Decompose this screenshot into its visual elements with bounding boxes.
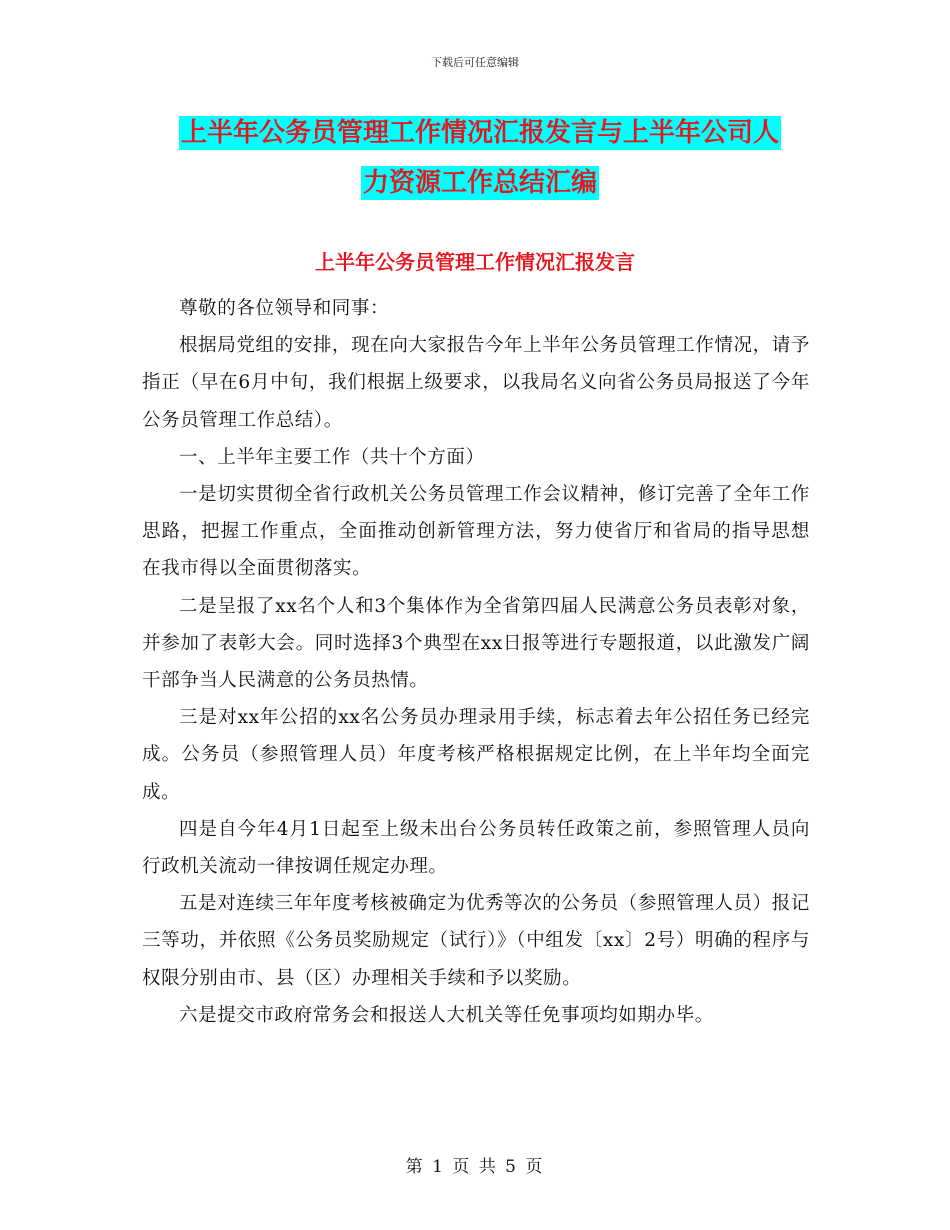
paragraph: 四是自今年4月1日起至上级未出台公务员转任政策之前，参照管理人员向行政机关流动一律按调任规定办理。: [142, 818, 810, 878]
header-note: 下载后可任意编辑: [431, 56, 519, 69]
document-title: [140, 108, 820, 208]
paragraph: 三是对xx年公招的xx名公务员办理录用手续，标志着去年公招任务已经完成。公务员（参照管理人员）年度考核严格根据规定比例，在上半年均全面完成。: [142, 707, 810, 803]
title-line-2: 力资源工作总结汇编: [362, 168, 597, 198]
section-title: 上半年公务员管理工作情况汇报发言: [315, 250, 635, 274]
body-text: [142, 290, 810, 1034]
paragraph: 二是呈报了xx名个人和3个集体作为全省第四届人民满意公务员表彰对象，并参加了表彰大会。同时选择3个典型在xx日报等进行专题报道，以此激发广阔干部争当人民满意的公务员热情。: [142, 595, 810, 692]
paragraph: 根据局党组的安排，现在向大家报告今年上半年公务员管理工作情况，请予指正（早在6月中旬，我们根据上级要求，以我局名义向省公务员局报送了今年公务员管理工作总结）。: [142, 335, 810, 431]
paragraph: 六是提交市政府常务会和报送人大机关等任免事项均如期办毕。: [179, 1004, 714, 1026]
paragraph: 五是对连续三年年度考核被确定为优秀等次的公务员（参照管理人员）报记三等功，并依照《公务员奖励规定（试行）》（中组发〔xx〕2号）明确的程序与权限分别由市、县（区）办理相关手续和予以奖励。: [142, 893, 810, 989]
paragraph: 一是切实贯彻全省行政机关公务员管理工作会议精神，修订完善了全年工作思路，把握工作重点，全面推动创新管理方法，努力使省厅和省局的指导思想在我市得以全面贯彻落实。: [142, 484, 810, 580]
title-line-1: 上半年公务员管理工作情况汇报发言与上半年公司人: [180, 118, 779, 148]
paragraph-salutation: 尊敬的各位领导和同事：: [179, 298, 390, 319]
page-footer: 第 1 页 共 5 页: [405, 1157, 545, 1177]
paragraph-heading: 一、上半年主要工作（共十个方面）: [179, 446, 485, 468]
